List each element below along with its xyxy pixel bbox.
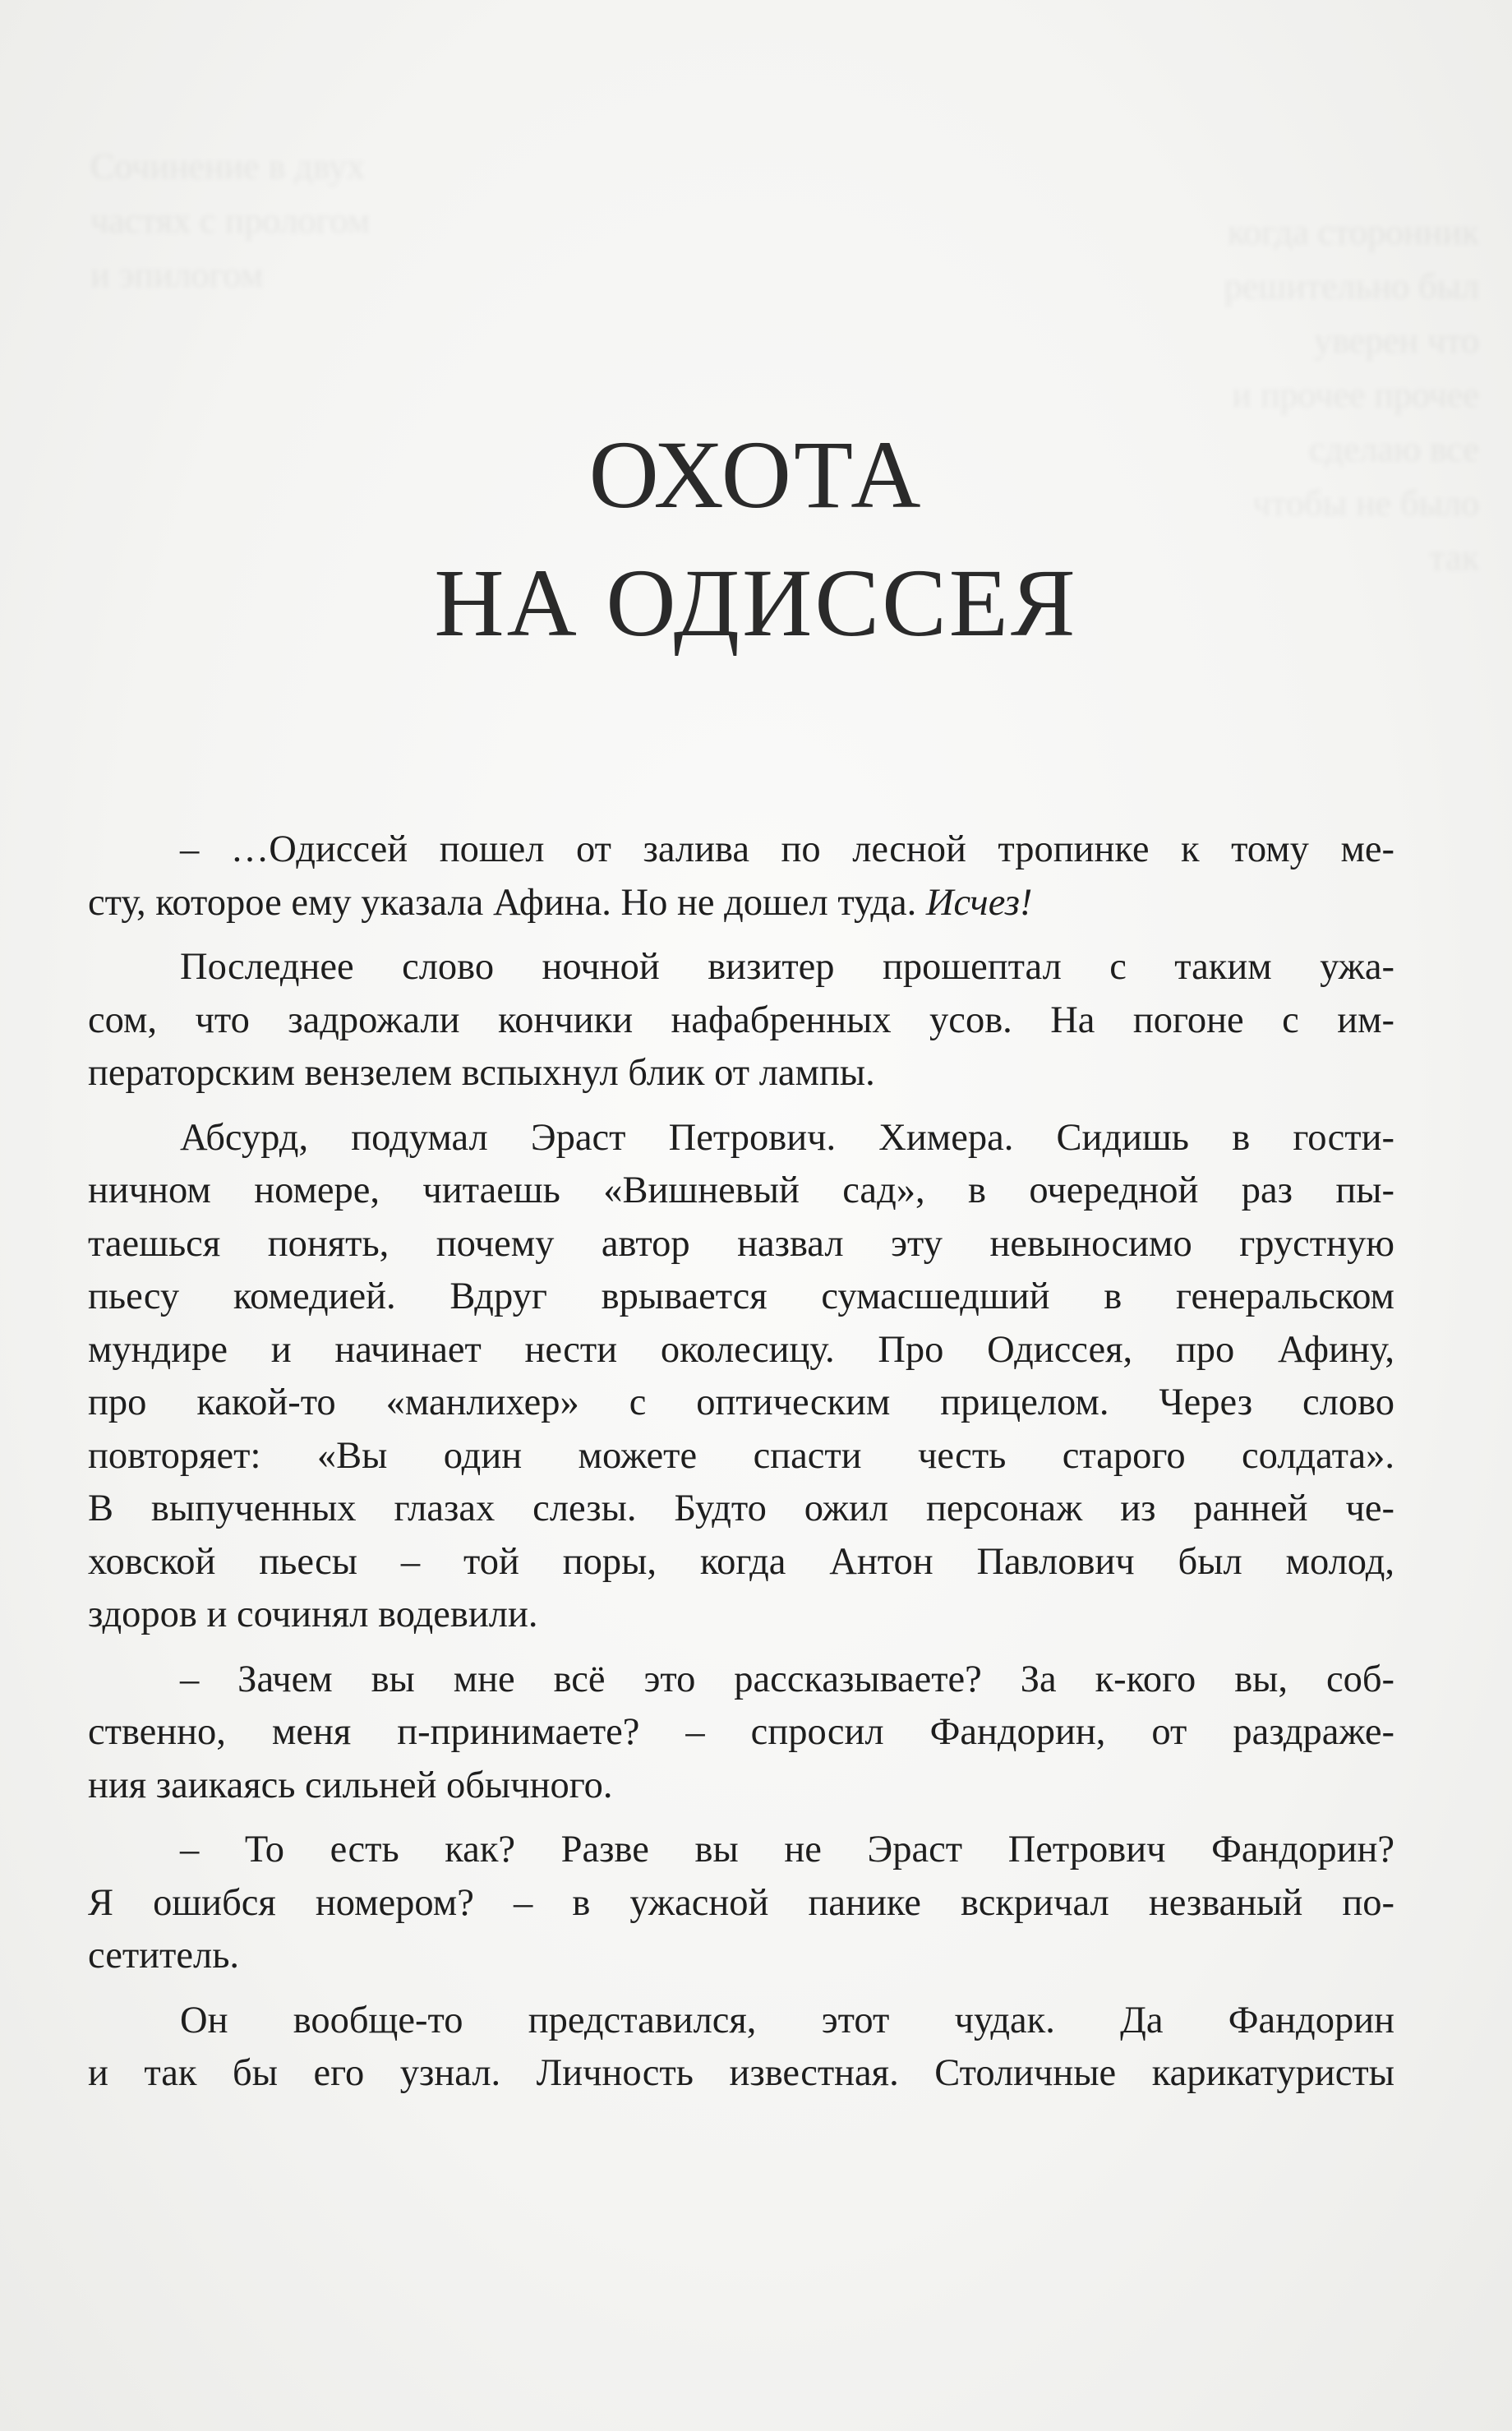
bleed-line: так xyxy=(1429,537,1479,578)
text-line: ператорским вензелем вспыхнул блик от лампы. xyxy=(88,1052,875,1094)
text-line: мундире и начинает нести околесицу. Про Одиссея, про Афину, xyxy=(88,1328,1394,1371)
bleed-line: частях с прологом xyxy=(90,201,371,241)
text-line: ховской пьесы – той поры, когда Антон Павлович был молод, xyxy=(88,1540,1394,1583)
text-line: и так бы его узнал. Личность известная. Столичные карикатуристы xyxy=(88,2052,1394,2094)
text-line: повторяет: «Вы один можете спасти честь старого солдата». xyxy=(88,1434,1394,1477)
text-line: Абсурд, подумал Эраст Петрович. Химера. Сидишь в гости- xyxy=(180,1116,1394,1159)
chapter-title xyxy=(0,411,1512,667)
text-line: – То есть как? Разве вы не Эраст Петрович Фандорин? xyxy=(180,1829,1394,1871)
text-line: ния заикаясь сильней обычного. xyxy=(88,1764,613,1806)
text-line: пьесу комедией. Вдруг врывается сумасшедший в генеральском xyxy=(88,1275,1394,1317)
bleed-line: уверен что xyxy=(1314,321,1479,361)
text-line: ничном номере, читаешь «Вишневый сад», в очередной раз пы- xyxy=(88,1169,1394,1211)
text-line: ственно, меня п-принимаете? – спросил Фандорин, от раздраже- xyxy=(88,1711,1394,1753)
bleed-line: чтобы не было xyxy=(1252,483,1479,524)
bleed-line: сделаю все xyxy=(1309,429,1479,469)
text-line: – Зачем вы мне всё это рассказываете? За к-кого вы, соб- xyxy=(180,1658,1394,1700)
paragraph-2 xyxy=(88,941,1394,1100)
bleed-line: и эпилогом xyxy=(90,255,264,295)
text-line: сом, что задрожали кончики нафабренных усов. На погоне с им- xyxy=(88,999,1394,1041)
paragraph-6 xyxy=(88,1995,1394,2101)
paragraph-3 xyxy=(88,1112,1394,1642)
body-text xyxy=(88,823,1394,2101)
text-line: – …Одиссей пошел от залива по лесной тропинке к тому ме- xyxy=(180,828,1394,870)
bleed-line: решительно был xyxy=(1224,266,1479,307)
paragraph-5 xyxy=(88,1824,1394,1983)
text-line: Последнее слово ночной визитер прошептал с таким ужа- xyxy=(180,946,1394,988)
italic-word: Исчез! xyxy=(925,881,1033,924)
text-line: Я ошибся номером? – в ужасной панике вскричал незваный по- xyxy=(88,1881,1394,1924)
text-line: Он вообще-то представился, этот чудак. Да Фандорин xyxy=(180,1999,1394,2041)
text-line xyxy=(88,877,1394,930)
bleed-line: Сочинение в двух xyxy=(90,146,366,187)
bleed-through-left xyxy=(90,140,370,302)
chapter-title-line-2: НА ОДИССЕЯ xyxy=(434,549,1078,657)
text-line: таешься понять, почему автор назвал эту невыносимо грустную xyxy=(88,1222,1394,1265)
text-line: про какой-то «манлихер» с оптическим прицелом. Через слово xyxy=(88,1382,1394,1423)
text-line-part: сту, которое ему указала Афина. Но не дошел туда. xyxy=(88,881,926,924)
paragraph-1 xyxy=(88,823,1394,930)
bleed-line: и прочее прочее xyxy=(1232,375,1479,415)
text-line: сетитель. xyxy=(88,1935,240,1977)
paragraph-4 xyxy=(88,1654,1394,1813)
text-line: В выпученных глазах слезы. Будто ожил персонаж из ранней че- xyxy=(88,1488,1394,1529)
bleed-line: когда сторонник xyxy=(1227,212,1479,252)
text-line: здоров и сочинял водевили. xyxy=(88,1594,538,1635)
chapter-title-line-1: ОХОТА xyxy=(588,421,924,528)
